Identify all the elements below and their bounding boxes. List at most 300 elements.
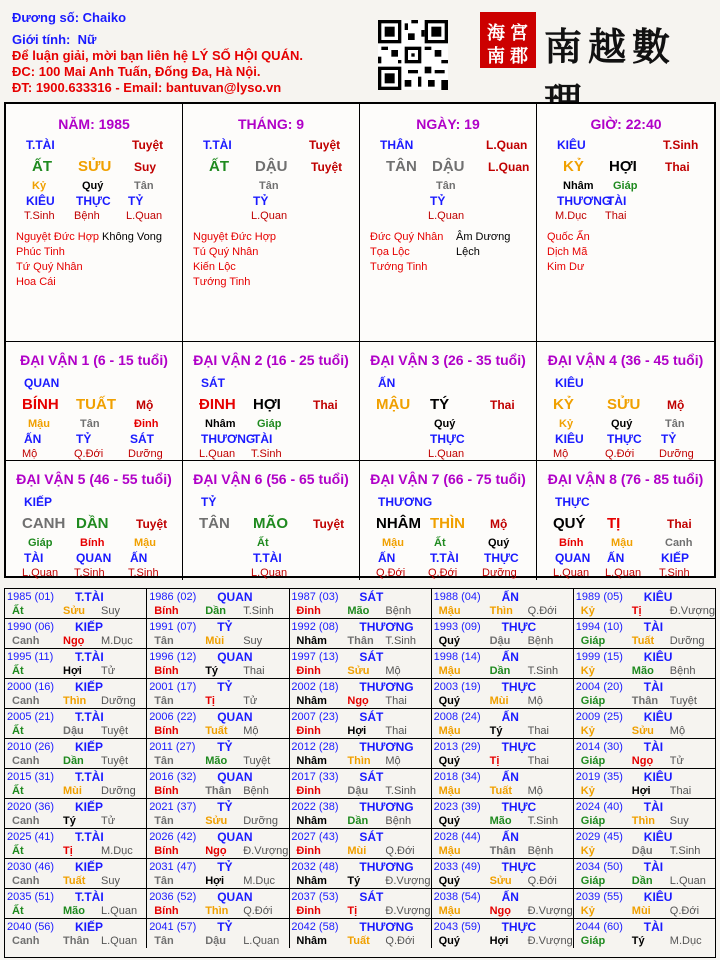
year-ten-god: THƯƠNG <box>359 620 414 634</box>
year-label: 2042 (58) <box>291 921 339 933</box>
year-ten-god: THỰC <box>501 800 537 814</box>
year-life-stage: Suy <box>101 875 120 887</box>
hidden-stem: Tân <box>134 180 154 192</box>
year-stem: Mậu <box>438 605 461 617</box>
year-ten-god: THỰC <box>501 680 537 694</box>
dai-van-hidden-god: QUAN <box>555 551 591 565</box>
year-cell <box>5 679 147 709</box>
dai-van-hidden-god: ẤN <box>24 432 42 446</box>
stars-list <box>370 230 443 275</box>
pillar-heading: NGÀY: 19 <box>416 116 480 132</box>
year-ten-god: KIẾP <box>75 620 104 634</box>
stars-list-secondary <box>456 230 536 260</box>
year-cell <box>574 799 716 829</box>
dai-van-life-stage: Mộ <box>490 517 508 531</box>
dai-van-ten-god: ẤN <box>378 376 396 390</box>
year-branch: Mão <box>205 755 228 767</box>
year-branch: Mão <box>63 905 85 917</box>
year-branch: Tý <box>205 665 219 677</box>
year-ten-god: T.TÀI <box>75 650 104 664</box>
year-cell <box>574 649 716 679</box>
year-branch: Ngọ <box>347 695 369 707</box>
year-life-stage: L.Quan <box>243 935 280 947</box>
year-cell <box>432 889 574 919</box>
year-ten-god: TỶ <box>217 620 233 634</box>
dai-van-cell <box>183 461 360 580</box>
year-cell <box>5 619 147 649</box>
dai-van-hidden-stage: L.Quan <box>553 567 590 579</box>
year-stem: Nhâm <box>296 875 327 887</box>
year-life-stage: Tử <box>669 755 684 767</box>
dai-van-hidden-stem: Tân <box>665 418 685 430</box>
year-cell <box>289 649 431 679</box>
branch-life-stage: Suy <box>134 160 157 174</box>
pillar-heading: NĂM: 1985 <box>58 116 130 132</box>
hidden-ten-god: THỰC <box>76 194 111 208</box>
hidden-stem: Giáp <box>613 180 638 192</box>
hidden-life-stage: L.Quan <box>251 210 288 222</box>
year-ten-god: ẤN <box>501 710 519 724</box>
dai-van-branch: DẦN <box>76 515 109 532</box>
year-cell <box>432 649 574 679</box>
year-branch: Mùi <box>205 635 225 647</box>
star-item: Nguyệt Đức Hợp <box>193 231 277 243</box>
dai-van-hidden-stem: Ất <box>257 537 269 549</box>
year-stem: Ất <box>12 665 24 677</box>
year-stem: Tân <box>154 935 174 947</box>
star-item: Hoa Cái <box>16 276 56 288</box>
year-label: 2020 (36) <box>7 801 55 813</box>
year-ten-god: TÀI <box>643 680 664 694</box>
year-branch: Tị <box>205 695 215 707</box>
year-branch: Dần <box>631 875 653 887</box>
year-label: 2043 (59) <box>433 921 481 933</box>
year-branch: Thân <box>489 845 516 857</box>
dai-van-hidden-god: TỶ <box>661 432 677 446</box>
year-branch: Sửu <box>63 605 86 617</box>
year-stem: Canh <box>12 935 40 947</box>
year-life-stage: Suy <box>669 815 689 827</box>
earthly-branch: SỬU <box>78 158 112 175</box>
pillar-heading: THÁNG: 9 <box>237 116 305 132</box>
life-stage: T.Sinh <box>663 138 699 152</box>
year-branch: Sửu <box>347 665 370 677</box>
year-ten-god: SÁT <box>359 650 384 664</box>
year-stem: Mậu <box>438 845 461 857</box>
year-label: 1987 (03) <box>291 591 339 603</box>
year-ten-god: T.TÀI <box>75 590 104 604</box>
year-branch: Thìn <box>63 695 87 707</box>
year-label: 1988 (04) <box>433 591 481 603</box>
year-life-stage: M.Dục <box>101 845 133 857</box>
year-label: 1991 (07) <box>149 621 197 633</box>
hidden-ten-god: TỶ <box>128 194 144 208</box>
year-life-stage: Tuyệt <box>669 695 697 707</box>
year-cell <box>289 829 431 859</box>
dai-van-hidden-stage: T.Sinh <box>251 448 282 460</box>
dai-van-title: ĐẠI VẬN 6 <box>193 471 263 487</box>
dai-van-hidden-stem: Mậu <box>382 537 404 549</box>
year-ten-god: KIÊU <box>643 830 673 844</box>
year-cell <box>574 709 716 739</box>
year-stem: Canh <box>12 815 40 827</box>
year-label: 1995 (11) <box>7 651 54 663</box>
year-label: 2019 (35) <box>575 771 623 783</box>
year-label: 2041 (57) <box>149 921 197 933</box>
dai-van-life-stage: Tuyệt <box>136 517 168 531</box>
year-stem: Canh <box>12 695 40 707</box>
pillar-cell <box>183 104 360 342</box>
year-branch: Mão <box>489 815 512 827</box>
year-ten-god: SÁT <box>359 590 384 604</box>
year-stem: Bính <box>154 725 179 737</box>
year-branch: Tuất <box>63 875 86 887</box>
year-branch: Dần <box>205 605 226 617</box>
dai-van-range: (16 - 25 tuổi) <box>266 352 349 368</box>
year-life-stage: Q.Đới <box>385 935 415 947</box>
year-branch: Dậu <box>489 635 511 647</box>
year-life-stage: Mộ <box>527 785 543 797</box>
year-life-stage: T.Sinh <box>243 605 274 617</box>
dai-van-hidden-stem: Tân <box>80 418 100 430</box>
dai-van-heading <box>6 471 182 487</box>
dai-van-cell <box>6 461 183 580</box>
year-cell <box>147 799 289 829</box>
year-cell <box>147 589 289 619</box>
dai-van-heading <box>183 471 359 487</box>
year-life-stage: T.Sinh <box>527 815 559 827</box>
dai-van-cell <box>537 342 714 461</box>
pillar-cell <box>6 104 183 342</box>
dai-van-hidden-god: TÀI <box>24 551 44 565</box>
year-cell <box>289 709 431 739</box>
year-branch: Sửu <box>205 815 228 827</box>
year-label: 2035 (51) <box>7 891 55 903</box>
year-life-stage: Suy <box>101 605 120 617</box>
year-life-stage: Thai <box>669 785 692 797</box>
year-cell <box>289 619 431 649</box>
year-life-stage: Đ.Vượng <box>243 845 289 857</box>
year-stem: Giáp <box>580 755 606 767</box>
star-item: Kim Dư <box>547 261 585 273</box>
year-stem: Nhâm <box>296 635 327 647</box>
life-stage: Tuyệt <box>132 138 164 152</box>
year-stem: Canh <box>12 875 40 887</box>
dai-van-hidden-god: THƯƠNG <box>201 432 256 446</box>
year-stem: Bính <box>154 905 179 917</box>
star-item: Âm Dương Lệch <box>456 231 511 258</box>
star-item: Đức Quý Nhân <box>370 231 444 243</box>
star-item: Dịch Mã <box>547 246 588 258</box>
year-branch: Thân <box>205 785 232 797</box>
year-label: 2007 (23) <box>291 711 339 723</box>
year-cell <box>432 739 574 769</box>
dai-van-hidden-stem: Mậu <box>134 537 156 549</box>
dai-van-branch: HỢI <box>253 396 281 413</box>
year-label: 2015 (31) <box>7 771 55 783</box>
year-stem: Tân <box>154 695 174 707</box>
year-branch: Thìn <box>489 605 513 617</box>
year-stem: Kỷ <box>580 905 595 917</box>
year-cell <box>432 589 574 619</box>
dai-van-heading <box>537 471 714 487</box>
dai-van-range: (56 - 65 tuổi) <box>266 471 349 487</box>
year-stem: Quý <box>438 935 460 947</box>
hidden-stem: Tân <box>436 180 456 192</box>
dai-van-hidden-stem: Mậu <box>611 537 633 549</box>
year-stem: Ất <box>12 785 24 797</box>
year-branch: Thìn <box>205 905 229 917</box>
year-cell <box>5 829 147 859</box>
year-life-stage: T.Sinh <box>385 785 416 797</box>
year-cell <box>289 889 431 919</box>
ten-god-stem: T.TÀI <box>26 138 55 152</box>
dai-van-range: (26 - 35 tuổi) <box>443 352 526 368</box>
dai-van-hidden-god: ẤN <box>130 551 148 565</box>
dai-van-life-stage: Thai <box>490 398 515 412</box>
dai-van-stem: CANH <box>22 515 66 532</box>
year-label: 2003 (19) <box>433 681 481 693</box>
year-cell <box>432 619 574 649</box>
dai-van-heading <box>183 352 359 368</box>
year-life-stage: M.Dục <box>243 875 275 887</box>
year-branch: Tị <box>63 845 73 857</box>
contact-line-3[interactable]: ĐT: 1900.633316 - Email: bantuvan@lyso.vn <box>12 80 282 95</box>
hidden-life-stage: Thai <box>605 210 627 222</box>
year-cell <box>574 619 716 649</box>
year-stem: Ất <box>12 605 24 617</box>
year-stem: Đinh <box>296 725 321 737</box>
dai-van-hidden-god: QUAN <box>76 551 112 565</box>
year-stem: Quý <box>438 815 460 827</box>
heavenly-stem: ẤT <box>209 158 229 175</box>
year-cell <box>574 889 716 919</box>
year-ten-god: THỰC <box>501 740 537 754</box>
year-life-stage: Dưỡng <box>669 635 705 647</box>
year-life-stage: L.Quan <box>101 935 138 947</box>
year-ten-god: T.TÀI <box>75 710 104 724</box>
gender-value: Nữ <box>77 32 97 47</box>
year-stem: Kỷ <box>580 665 595 677</box>
year-stem: Kỷ <box>580 785 595 797</box>
year-branch: Ngọ <box>63 635 85 647</box>
year-ten-god: T.TÀI <box>75 770 104 784</box>
dai-van-hidden-stage: L.Quan <box>199 448 236 460</box>
earthly-branch: DẬU <box>432 158 465 175</box>
year-stem: Bính <box>154 605 179 617</box>
year-label: 2027 (43) <box>291 831 339 843</box>
year-stem: Đinh <box>296 665 321 677</box>
dai-van-title: ĐẠI VẬN 4 <box>547 352 617 368</box>
year-cell <box>289 859 431 889</box>
dai-van-title: ĐẠI VẬN 2 <box>193 352 263 368</box>
stars-list-secondary <box>102 230 162 245</box>
year-label: 2029 (45) <box>575 831 623 843</box>
hidden-ten-god: TỶ <box>430 194 446 208</box>
year-ten-god: THƯƠNG <box>359 740 414 754</box>
dai-van-hidden-god: THỰC <box>484 551 519 565</box>
dai-van-hidden-stem: Nhâm <box>205 418 236 430</box>
year-stem: Mậu <box>438 725 461 737</box>
header <box>12 10 372 96</box>
year-cell <box>432 799 574 829</box>
year-ten-god: ẤN <box>501 830 519 844</box>
year-branch: Ngọ <box>631 755 654 767</box>
year-life-stage: Tuyệt <box>243 755 271 767</box>
hidden-ten-god: THƯƠNG <box>557 194 612 208</box>
year-cell <box>574 739 716 769</box>
year-stem: Ất <box>12 725 24 737</box>
year-stem: Nhâm <box>296 755 327 767</box>
year-cell <box>289 769 431 799</box>
year-life-stage: Mộ <box>243 725 259 737</box>
stars-list <box>193 230 276 290</box>
year-stem: Mậu <box>438 905 461 917</box>
year-branch: Thân <box>631 695 659 707</box>
dai-van-cell <box>360 461 537 580</box>
year-stem: Đinh <box>296 845 321 857</box>
year-ten-god: TỶ <box>217 860 233 874</box>
year-label: 2044 (60) <box>575 921 623 933</box>
year-branch: Sửu <box>489 875 512 887</box>
year-ten-god: ẤN <box>501 650 519 664</box>
year-stem: Canh <box>12 755 40 767</box>
dai-van-hidden-god: THỰC <box>607 432 642 446</box>
year-life-stage: Bệnh <box>669 665 696 677</box>
year-ten-god: KIẾP <box>75 920 104 934</box>
dai-van-hidden-god: T.TÀI <box>430 551 459 565</box>
hidden-stem: Tân <box>259 180 279 192</box>
year-branch: Tý <box>347 875 361 887</box>
star-item: Quốc Ấn <box>547 231 590 243</box>
dai-van-title: ĐẠI VẬN 5 <box>16 471 86 487</box>
year-branch: Dậu <box>347 785 369 797</box>
dai-van-life-stage: Thai <box>667 517 692 531</box>
year-stem: Tân <box>154 755 174 767</box>
dai-van-stem: BÍNH <box>22 396 59 413</box>
hidden-ten-god: TÀI <box>607 194 627 208</box>
year-label: 2023 (39) <box>433 801 481 813</box>
dai-van-hidden-stem: Giáp <box>257 418 282 430</box>
year-cell <box>147 709 289 739</box>
dai-van-life-stage: Mộ <box>667 398 685 412</box>
earthly-branch: DẬU <box>255 158 288 175</box>
year-cell <box>5 649 147 679</box>
year-ten-god: THỰC <box>501 620 537 634</box>
dai-van-title: ĐẠI VẬN 7 <box>370 471 440 487</box>
year-ten-god: QUAN <box>217 710 253 724</box>
year-stem: Giáp <box>580 695 606 707</box>
year-label: 1992 (08) <box>291 621 339 633</box>
year-branch: Thân <box>63 935 90 947</box>
year-ten-god: KIÊU <box>643 590 673 604</box>
year-life-stage: Đ.Vượng <box>527 935 573 947</box>
dai-van-range: (46 - 55 tuổi) <box>89 471 172 487</box>
dai-van-ten-god: THỰC <box>555 495 590 509</box>
year-label: 2016 (32) <box>149 771 197 783</box>
dai-van-range: (66 - 75 tuổi) <box>443 471 526 487</box>
star-item: Tọa Lộc <box>370 246 410 258</box>
dai-van-hidden-stage: Q.Đới <box>74 448 104 460</box>
dai-van-hidden-god: KIÊU <box>555 432 584 446</box>
year-branch: Hợi <box>347 725 367 737</box>
dai-van-hidden-god: ẤN <box>607 551 625 565</box>
year-stem: Đinh <box>296 905 321 917</box>
year-life-stage: Mộ <box>669 725 686 737</box>
dai-van-hidden-stage: Q.Đới <box>376 567 406 579</box>
year-branch: Dần <box>63 755 84 767</box>
year-ten-god: SÁT <box>359 890 384 904</box>
year-branch: Mùi <box>489 695 509 707</box>
qr-code-icon[interactable] <box>378 20 448 90</box>
year-ten-god: KIÊU <box>643 710 673 724</box>
year-cell <box>5 589 147 619</box>
year-stem: Ất <box>12 905 24 917</box>
year-life-stage: Bệnh <box>527 845 554 857</box>
dai-van-hidden-stage: Dưỡng <box>659 448 694 460</box>
year-ten-god: SÁT <box>359 830 384 844</box>
year-ten-god: KIẾP <box>75 680 104 694</box>
hidden-stem: Nhâm <box>563 180 594 192</box>
year-stem: Mậu <box>438 785 461 797</box>
year-life-stage: M.Dục <box>101 635 133 647</box>
year-life-stage: Thai <box>385 725 407 737</box>
chart-grid <box>4 102 716 578</box>
year-cell <box>574 769 716 799</box>
year-cell <box>147 889 289 919</box>
year-ten-god: TỶ <box>217 740 233 754</box>
year-stem: Tân <box>154 815 174 827</box>
heavenly-stem: ẤT <box>32 158 52 175</box>
year-label: 1998 (14) <box>433 651 481 663</box>
star-item: Tướng Tinh <box>193 276 251 288</box>
dai-van-hidden-stage: Q.Đới <box>605 448 635 460</box>
year-label: 2002 (18) <box>291 681 339 693</box>
year-ten-god: THỰC <box>501 920 537 934</box>
dai-van-hidden-stage: Mộ <box>553 448 569 460</box>
year-label: 1990 (06) <box>7 621 55 633</box>
year-life-stage: L.Quan <box>101 905 138 917</box>
year-stem: Tân <box>154 875 174 887</box>
year-branch: Mão <box>347 605 370 617</box>
year-label: 2028 (44) <box>433 831 481 843</box>
year-branch: Dần <box>489 665 511 677</box>
year-label: 2039 (55) <box>575 891 623 903</box>
dai-van-hidden-god: THỰC <box>430 432 465 446</box>
dai-van-heading <box>537 352 714 368</box>
heavenly-stem: KỶ <box>563 158 584 175</box>
year-life-stage: Dưỡng <box>101 785 136 797</box>
year-label: 2006 (22) <box>149 711 197 723</box>
name-label: Đương số: <box>12 10 80 25</box>
year-stem: Tân <box>154 635 174 647</box>
year-label: 2004 (20) <box>575 681 623 693</box>
year-branch: Tuất <box>489 785 512 797</box>
dai-van-hidden-stage: L.Quan <box>22 567 59 579</box>
year-life-stage: Thai <box>385 695 407 707</box>
dai-van-ten-god: TỶ <box>201 495 217 509</box>
dai-van-hidden-stem: Quý <box>488 537 510 549</box>
year-label: 2017 (33) <box>291 771 339 783</box>
year-ten-god: KIÊU <box>643 770 673 784</box>
year-ten-god: T.TÀI <box>75 890 104 904</box>
year-life-stage: Đ.Vượng <box>669 605 715 617</box>
year-label: 2025 (41) <box>7 831 55 843</box>
year-life-stage: T.Sinh <box>385 635 416 647</box>
year-cell <box>147 859 289 889</box>
year-life-stage: T.Sinh <box>669 845 701 857</box>
year-branch: Hợi <box>631 785 651 797</box>
